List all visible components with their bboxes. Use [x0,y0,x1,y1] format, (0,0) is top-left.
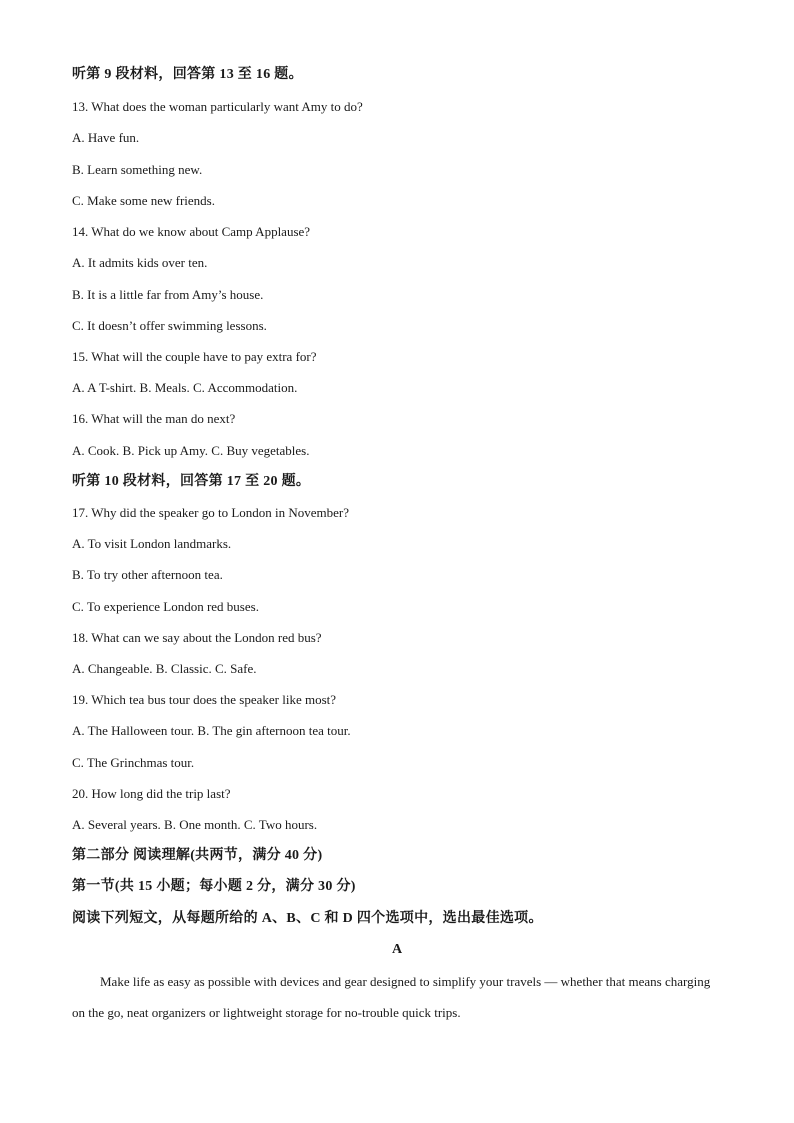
question-19: 19. Which tea bus tour does the speaker like most? [72,692,337,707]
options-18: A. Changeable. B. Classic. C. Safe. [72,661,257,676]
passage-title: A [391,942,403,957]
option-13b: B. Learn something new. [72,162,203,177]
option-17c: C. To experience London red buses. [72,599,259,614]
options-19ab: A. The Halloween tour. B. The gin afternoon tea tour. [72,723,351,738]
options-16: A. Cook. B. Pick up Amy. C. Buy vegetables. [72,443,310,458]
question-18: 18. What can we say about the London red bus? [72,630,322,645]
option-19c: C. The Grinchmas tour. [72,755,195,770]
section-heading-part10: 听第 10 段材料，回答第 17 至 20 题。 [72,474,311,489]
part-two-heading: 第二部分 阅读理解(共两节，满分 40 分) [72,848,323,863]
question-14: 14. What do we know about Camp Applause? [72,224,311,239]
option-13c: C. Make some new friends. [72,193,215,208]
question-15: 15. What will the couple have to pay extra for? [72,349,317,364]
option-14c: C. It doesn’t offer swimming lessons. [72,318,267,333]
question-13: 13. What does the woman particularly want Amy to do? [72,99,363,114]
instructions-heading: 阅读下列短文，从每题所给的 A、B、C 和 D 四个选项中，选出最佳选项。 [72,911,543,926]
section-heading-part9: 听第 9 段材料，回答第 13 至 16 题。 [72,67,303,82]
option-17a: A. To visit London landmarks. [72,536,232,551]
option-17b: B. To try other afternoon tea. [72,567,223,582]
passage-paragraph: Make life as easy as possible with devices and gear designed to simplify your travels — whether that means charging on the go, neat organizers or lightweight storage for no-trouble quick trips. [72,974,711,1020]
options-15: A. A T-shirt. B. Meals. C. Accommodation. [72,380,298,395]
question-20: 20. How long did the trip last? [72,786,231,801]
question-17: 17. Why did the speaker go to London in November? [72,505,350,520]
option-13a: A. Have fun. [72,130,140,145]
section-one-heading: 第一节(共 15 小题；每小题 2 分，满分 30 分) [72,879,356,894]
options-20: A. Several years. B. One month. C. Two hours. [72,817,318,832]
option-14b: B. It is a little far from Amy’s house. [72,287,264,302]
option-14a: A. It admits kids over ten. [72,255,208,270]
question-16: 16. What will the man do next? [72,411,236,426]
